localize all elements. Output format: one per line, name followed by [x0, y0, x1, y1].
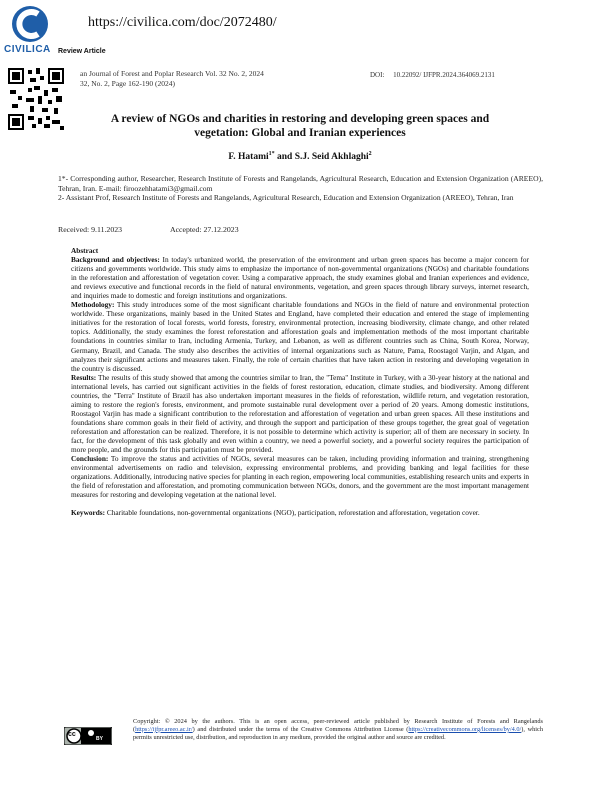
authors	[60, 151, 540, 162]
journal-link[interactable]: https://ijfpr.areeo.ac.ir/	[135, 725, 193, 733]
abstract-methodology	[71, 300, 529, 372]
article-type: Review Article	[58, 48, 106, 55]
abstract	[71, 246, 529, 517]
abstract-background	[71, 255, 529, 300]
method-text: This study introduces some of the most significant charitable foundations and NGOs in the field of nature and environmental protection worldwide. These organizations, mainly based in the United States and England, have completed their education and entered the stage of implementing initiatives for the restoration of local forests, world forests, forestry, environmental protection, increasing biodiversity, climate change, and other related topics. Additionally, the study examines the forest reforestation and afforestation goals and implementation methods of the most important charitable foundations in countries similar to Iran, including Armenia, Turkey, and Lebanon, as well as different countries such as China, South Korea, Norway, Germany, Brazil, and Canada. The study also describes the activities of internal organizations such as Nature, Pama, Roostagol Varjin, and Algan, and analyzes their significant actions and measures taken. Finally, the role of certain charities that have taken action in restoring and developing vegetation in the country is discussed.	[71, 300, 529, 373]
results-label: Results:	[71, 372, 97, 382]
authors-and: and	[274, 152, 295, 163]
license-link[interactable]: https://creativecommons.org/licenses/by/4.0/	[408, 725, 522, 733]
qr-code-icon	[8, 68, 64, 130]
paper-title	[60, 112, 540, 140]
journal-info	[80, 69, 340, 89]
doi-value: 10.22092/ IJFPR.2024.364069.2131	[393, 71, 495, 79]
copy-text2: ) and distributed under the terms of the Creative Commons Attribution License (	[192, 725, 409, 733]
affiliations	[58, 174, 543, 203]
bg-text: In today's urbanized world, the preservation of the environment and urban green spaces has become a major concern for citizens and governments worldwide. This study aims to emphasize the importance of non-governmental organizations (NGOs) and charitable foundations in the reforestation and afforestation of vegetation cover. Using a comparative approach, the study examines global and Iranian experiences and evidence, and reviews executive and functional records in the field of natural environments, vegetation, and green spaces through library surveys, internet research, and inquiries made to domestic and foreign institutions and organizations.	[71, 255, 529, 301]
kw-label: Keywords:	[71, 508, 106, 518]
concl-label: Conclusion:	[71, 454, 109, 464]
received-date: Received: 9.11.2023	[58, 225, 123, 234]
copy-text1: Copyright: © 2024 by the authors. This is an open access, peer-reviewed article published by Research Institute of Forests and Rangelands (	[133, 718, 543, 733]
bg-label: Background and objectives:	[71, 255, 160, 265]
doi	[370, 71, 495, 79]
title-line1: A review of NGOs and charities in restoring and developing green spaces and	[110, 113, 490, 125]
keywords	[71, 508, 529, 517]
author1-sup: 1*	[268, 151, 275, 157]
copy-text3: ), which permits unrestricted use, distribution, and reproduction in any medium, provided the original author and source are credited.	[133, 725, 543, 741]
journal-line2: 32, No. 2, Page 162-190 (2024)	[80, 79, 175, 88]
copyright-notice	[133, 718, 543, 741]
author1: F. Hatami	[228, 152, 269, 163]
title-line2: vegetation: Global and Iranian experiences	[194, 127, 406, 139]
abstract-heading: Abstract	[71, 246, 99, 255]
logo-text: CIVILICA	[4, 44, 51, 55]
affiliation2: 2- Assistant Prof, Research Institute of Forests and Rangelands, Agricultural Research, Education and Extension Organization (AREEO), Tehran, Iran	[58, 193, 514, 203]
doi-label: DOI:	[370, 71, 385, 79]
method-label: Methodology:	[71, 300, 115, 310]
cc-label: cc	[68, 731, 76, 738]
author2: S.J. Seid Akhlaghi	[294, 152, 369, 163]
abstract-results	[71, 373, 529, 454]
results-text: The results of this study showed that among the countries similar to Iran, the "Tema" Institute in Turkey, with a 30-year history at the national and international levels, has carried out significant activities in the fields of forest restoration, education, climate studies, and biodiversity. Among different countries, the "Terra" Institute of Brazil has also undertaken important measures in the fields of reforestation, wildlife return, and vegetation restoration, aiming to restore the region's forests, environment, and promote sustainable rural development over a period of 20 years. Among domestic institutions, Roostagol Varjin has made a significant contribution to the reforestation and afforestation of vegetation and urban green spaces. All these institutions and foundations share common goals in their field of activity, and through the support and participation of these groups together, the great goal of vegetation reforestation and afforestation can be realized. Therefore, it is not possible to determine which activity is superior; all of them are necessary in society. In fact, for the development of this task globally and even within a country, we need a powerful society, and a powerful society requires the participation of more people, and the grounds for this participation must be provided.	[71, 372, 529, 455]
concl-text: To improve the status and activities of NGOs, several measures can be taken, including providing information and training, strengthening environmental advertisements on radio and television, expressing environmental problems, and providing banking and legal facilities for these organizations. Additionally, introducing native species for planting in each region, empowering local communities, establishing research units and experts in the field of reforestation and afforestation, and promoting communication between NGOs, donors, and the government are the most important management measures for restoring and developing vegetation at the national level.	[71, 454, 529, 500]
dates	[58, 225, 239, 234]
affiliation1: 1*- Corresponding author, Researcher, Research Institute of Forests and Rangelands, Agricultural Research, Education and Extension Organization (AREEO), Tehran, Iran. E-mail: firoozehhatami3@gmail.com	[58, 174, 543, 193]
abstract-conclusion	[71, 454, 529, 499]
accepted-date: Accepted: 27.12.2023	[169, 225, 239, 234]
journal-line1: an Journal of Forest and Poplar Research Vol. 32 No. 2, 2024	[80, 69, 264, 78]
author2-sup: 2	[368, 151, 372, 157]
document-url[interactable]: https://civilica.com/doc/2072480/	[88, 15, 277, 30]
kw-text: Charitable foundations, non-governmental organizations (NGO), participation, reforestation and afforestation, vegetation cover.	[105, 508, 480, 518]
by-label: BY	[96, 736, 103, 742]
